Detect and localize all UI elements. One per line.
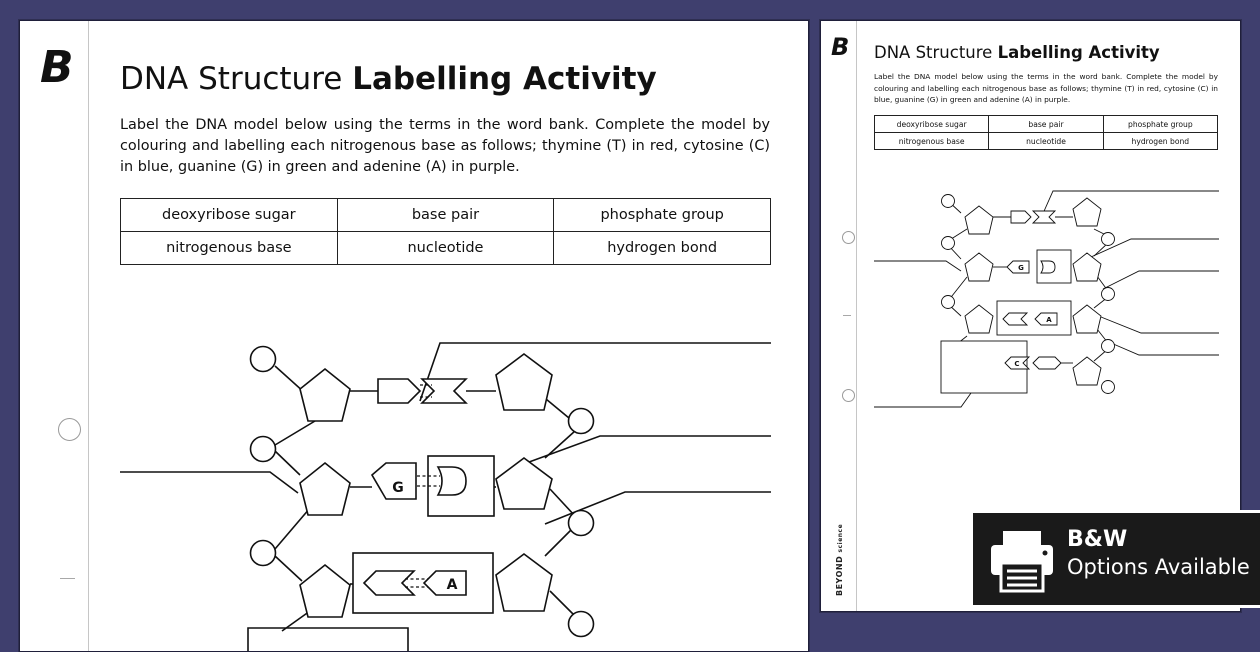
word-bank-cell: deoxyribose sugar (121, 199, 338, 232)
printer-icon (987, 529, 1057, 593)
dna-diagram (20, 21, 808, 651)
word-bank-cell: nitrogenous base (875, 133, 989, 150)
phosphate-circle (569, 511, 594, 536)
sugar-pentagon (300, 565, 350, 617)
sugar-pentagon (300, 463, 350, 515)
phosphate-circle (569, 612, 594, 637)
beyond-logo-icon: B (831, 33, 850, 61)
word-bank-cell: phosphate group (554, 199, 771, 232)
phosphate-circle (569, 409, 594, 434)
banner-title: B&W (1067, 527, 1128, 552)
base-shape (378, 379, 420, 403)
instructions: Label the DNA model below using the terms in the word bank. Complete the model by colouring and labelling each nitrogenous base as follows; thymine (T) in red, cytosine (C) in blue, guanine (G) in green and adenine (A) in purple. (120, 117, 770, 175)
base-label-c: C (1014, 360, 1020, 368)
phosphate-circle (251, 437, 276, 462)
word-bank-cell: deoxyribose sugar (875, 116, 989, 133)
phosphate-circle (251, 541, 276, 566)
base-label-g: G (392, 480, 404, 496)
sugar-pentagon (300, 369, 350, 421)
label-line (120, 472, 298, 493)
word-bank-cell: nucleotide (989, 133, 1103, 150)
base-label-a: A (1046, 316, 1052, 324)
instructions: Label the DNA model below using the terms in the word bank. Complete the model by colouring and labelling each nitrogenous base as follows; thymine (T) in red, cytosine (C) in blue, guanine (G) in green and adenine (A) in purple. (874, 72, 1218, 104)
sugar-pentagon (496, 458, 552, 509)
word-bank-cell: hydrogen bond (554, 232, 771, 265)
brand-vertical-text: BEYOND science (835, 523, 844, 596)
sugar-pentagon (496, 354, 552, 410)
label-line (420, 343, 771, 401)
base-label-g: G (1018, 264, 1024, 272)
base-label-a: A (446, 577, 458, 593)
word-bank-cell: nucleotide (337, 232, 554, 265)
word-bank-cell: base pair (989, 116, 1103, 133)
banner-subtitle: Options Available (1067, 555, 1250, 579)
label-line (510, 436, 771, 469)
beyond-logo-icon: B (40, 42, 74, 93)
page-title: DNA Structure Labelling Activity (120, 61, 657, 97)
sugar-pentagon (496, 554, 552, 611)
word-bank-cell: nitrogenous base (121, 232, 338, 265)
bw-options-banner[interactable] (970, 510, 1260, 608)
word-bank-cell: phosphate group (1103, 116, 1217, 133)
base-shape (422, 379, 466, 403)
worksheet-page-large (19, 20, 809, 652)
word-bank-cell: base pair (337, 199, 554, 232)
word-bank-cell: hydrogen bond (1103, 133, 1217, 150)
page-title: DNA Structure Labelling Activity (874, 43, 1160, 62)
phosphate-circle (251, 347, 276, 372)
base-shape (438, 467, 466, 495)
